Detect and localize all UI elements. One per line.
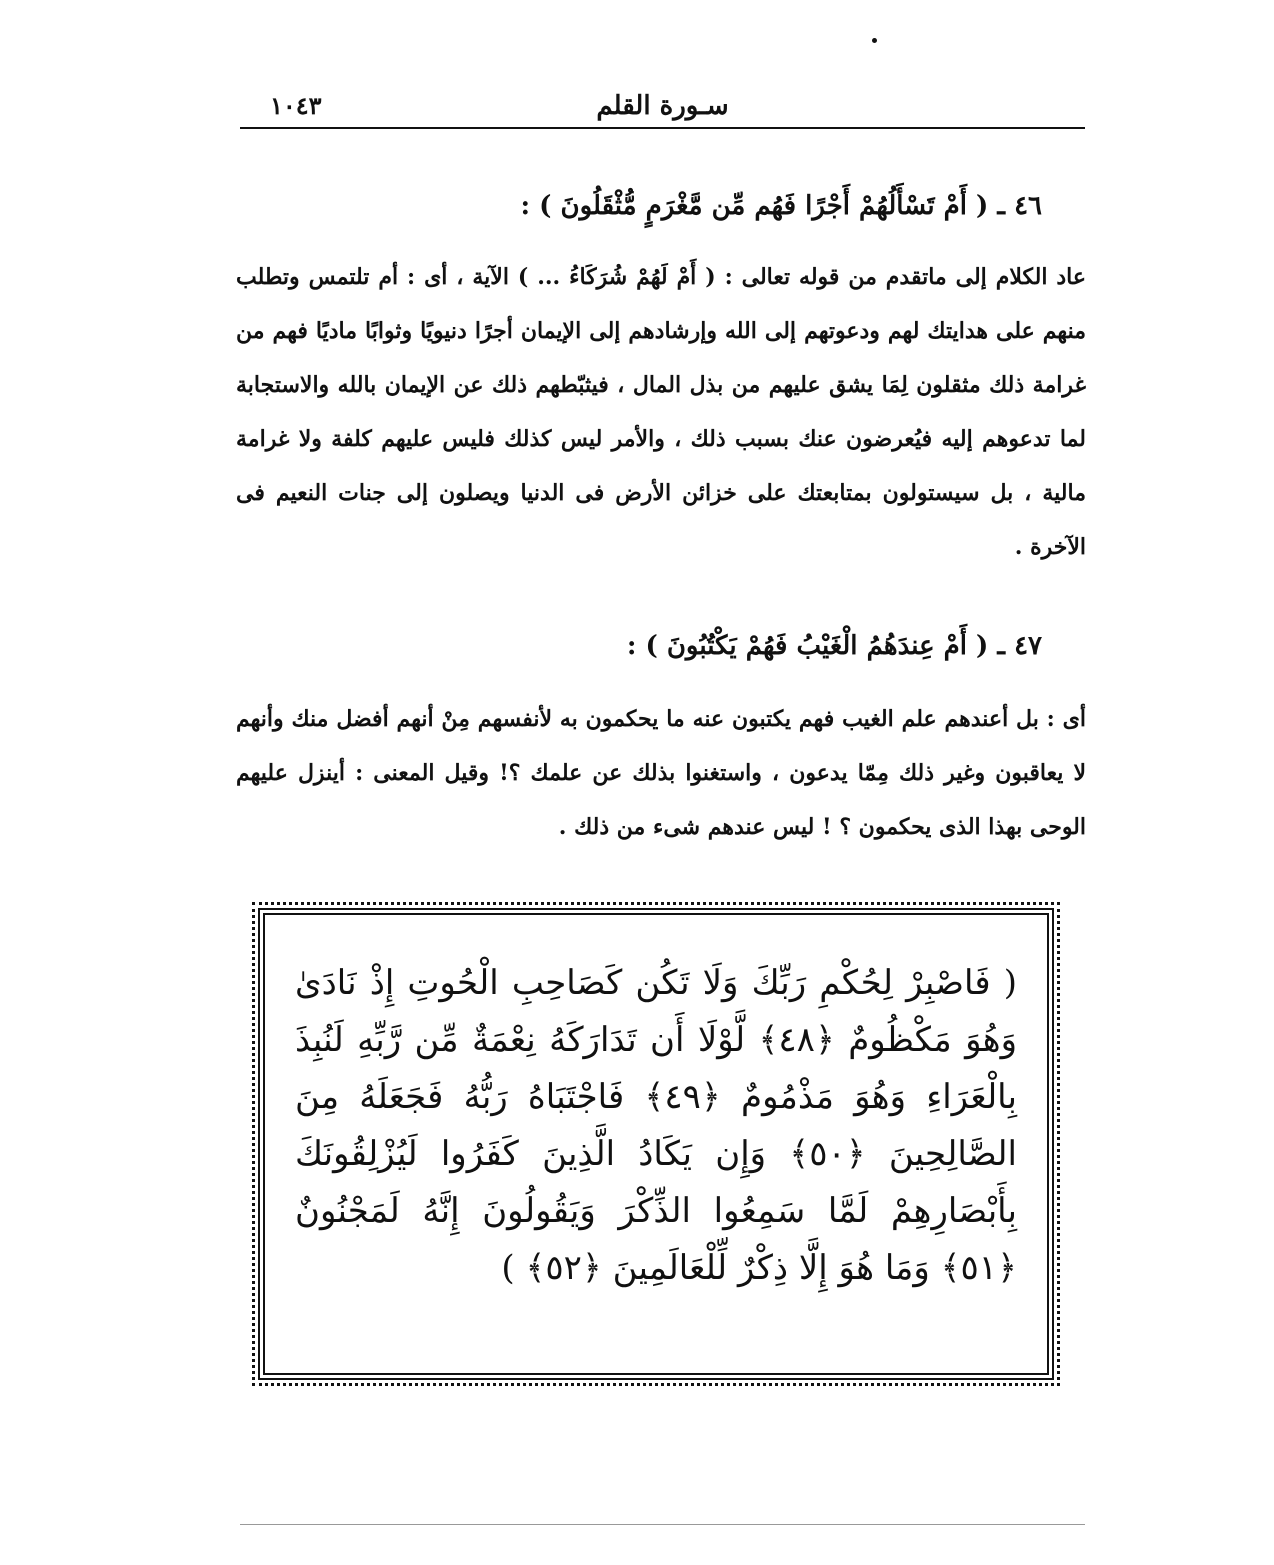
page-number: ١٠٤٣ [270, 91, 322, 120]
quran-verses-frame [252, 902, 1060, 1386]
quran-verses-inner-border [263, 913, 1049, 1375]
surah-title: سـورة القلم [596, 91, 729, 121]
verse-heading-46: ٤٦ ـ ( أَمْ تَسْأَلُهُمْ أَجْرًا فَهُم مِّن مَّغْرَمٍ مُّثْقَلُونَ ) : [520, 191, 1042, 221]
header-rule [240, 127, 1085, 129]
page-header [240, 88, 1085, 124]
footer-rule [240, 1524, 1085, 1525]
commentary-46: عاد الكلام إلى ماتقدم من قوله تعالى : ( أَمْ لَهُمْ شُرَكَاءُ ... ) الآية ، أى : أم تلتمس وتطلب منهم على هدايتك لهم ودعوتهم إلى الله وإرشادهم إلى الإيمان أجرًا دنيويًا وثوابًا ماديًا فهم من غرامة ذلك مثقلون لِمَا يشق عليهم من بذل المال ، فيثبّطهم ذلك عن الإيمان بالله والاستجابة لما تدعوهم إليه فيُعرضون عنك بسبب ذلك ، والأمر ليس كذلك فليس عليهم كلفة ولا غرامة مالية ، بل سيستولون بمتابعتك على خزائن الأرض فى الدنيا ويصلون إلى جنات النعيم فى الآخرة . [236, 264, 1086, 560]
commentary-47: أى : بل أعندهم علم الغيب فهم يكتبون عنه ما يحكمون به لأنفسهم مِنْ أنهم أفضل منك وأنهم لا يعاقبون وغير ذلك مِمّا يدعون ، واستغنوا بذلك عن علمك ؟! وقيل المعنى : أينزل عليهم الوحى بهذا الذى يحكمون ؟ ! ليس عندهم شىء من ذلك . [236, 706, 1086, 840]
ink-dot [872, 38, 877, 43]
quran-verses-text: ( فَاصْبِرْ لِحُكْمِ رَبِّكَ وَلَا تَكُن كَصَاحِبِ الْحُوتِ إِذْ نَادَىٰ وَهُوَ مَكْظُومٌ ﴿٤٨﴾ لَّوْلَا أَن تَدَارَكَهُ نِعْمَةٌ مِّن رَّبِّهِ لَنُبِذَ بِالْعَرَاءِ وَهُوَ مَذْمُومٌ ﴿٤٩﴾ فَاجْتَبَاهُ رَبُّهُ فَجَعَلَهُ مِنَ الصَّالِحِينَ ﴿٥٠﴾ وَإِن يَكَادُ الَّذِينَ كَفَرُوا لَيُزْلِقُونَكَ بِأَبْصَارِهِمْ لَمَّا سَمِعُوا الذِّكْرَ وَيَقُولُونَ إِنَّهُ لَمَجْنُونٌ ﴿٥١﴾ وَمَا هُوَ إِلَّا ذِكْرٌ لِّلْعَالَمِينَ ﴿٥٢﴾ ) [295, 963, 1018, 1288]
verse-heading-47: ٤٧ ـ ( أَمْ عِندَهُمُ الْغَيْبُ فَهُمْ يَكْتُبُونَ ) : [626, 631, 1042, 661]
